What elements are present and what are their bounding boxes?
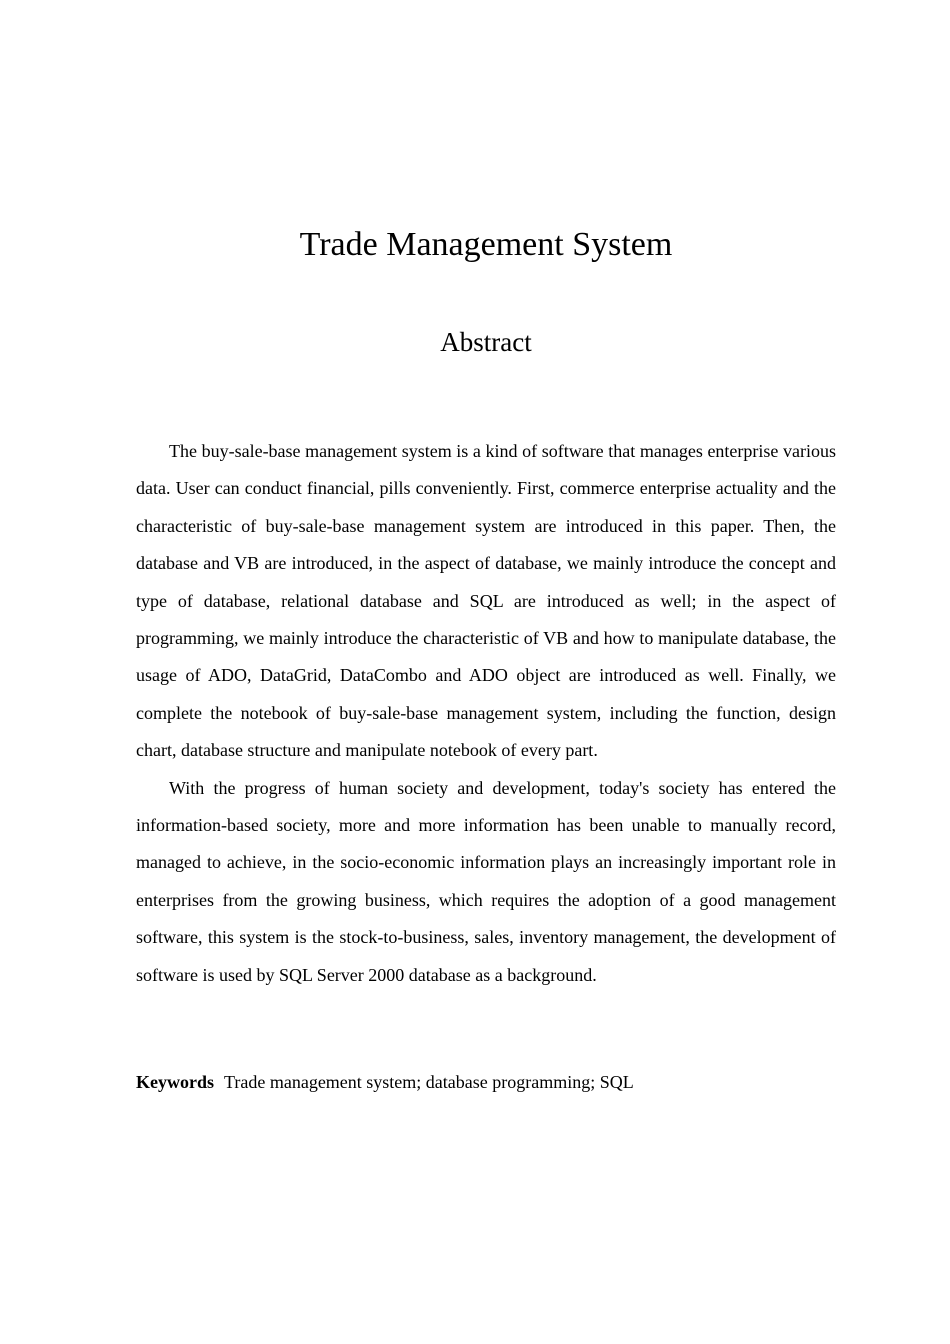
abstract-heading: Abstract — [440, 327, 532, 357]
keywords-label: Keywords — [136, 1072, 214, 1092]
abstract-paragraph-1: The buy-sale-base management system is a kind of software that manages enterprise various data. User can conduct financial, pills conveniently. First, commerce enterprise actuality and the characteristic of buy-sale-base management system are introduced in this paper. Then, the database and VB are introduced, in the aspect of database, we mainly introduce the concept and type of database, relational database and SQL are introduced as well; in the aspect of programming, we mainly introduce the characteristic of VB and how to manipulate database, the usage of ADO, DataGrid, DataCombo and ADO object are introduced as well. Finally, we complete the notebook of buy-sale-base management system, including the function, design chart, database structure and manipulate notebook of every part. — [136, 441, 836, 761]
keywords-text: Trade management system; database programming; SQL — [224, 1072, 634, 1092]
abstract-paragraph-2: With the progress of human society and development, today's society has entered the information-based society, more and more information has been unable to manually record, managed to achieve, in the socio-economic information plays an increasingly important role in enterprises from the growing business, which requires the adoption of a good management software, this system is the stock-to-business, sales, inventory management, the development of software is used by SQL Server 2000 database as a background. — [136, 777, 836, 985]
document-title: Trade Management System — [299, 226, 673, 263]
keywords-line — [136, 1064, 836, 1101]
abstract-body — [136, 433, 836, 994]
